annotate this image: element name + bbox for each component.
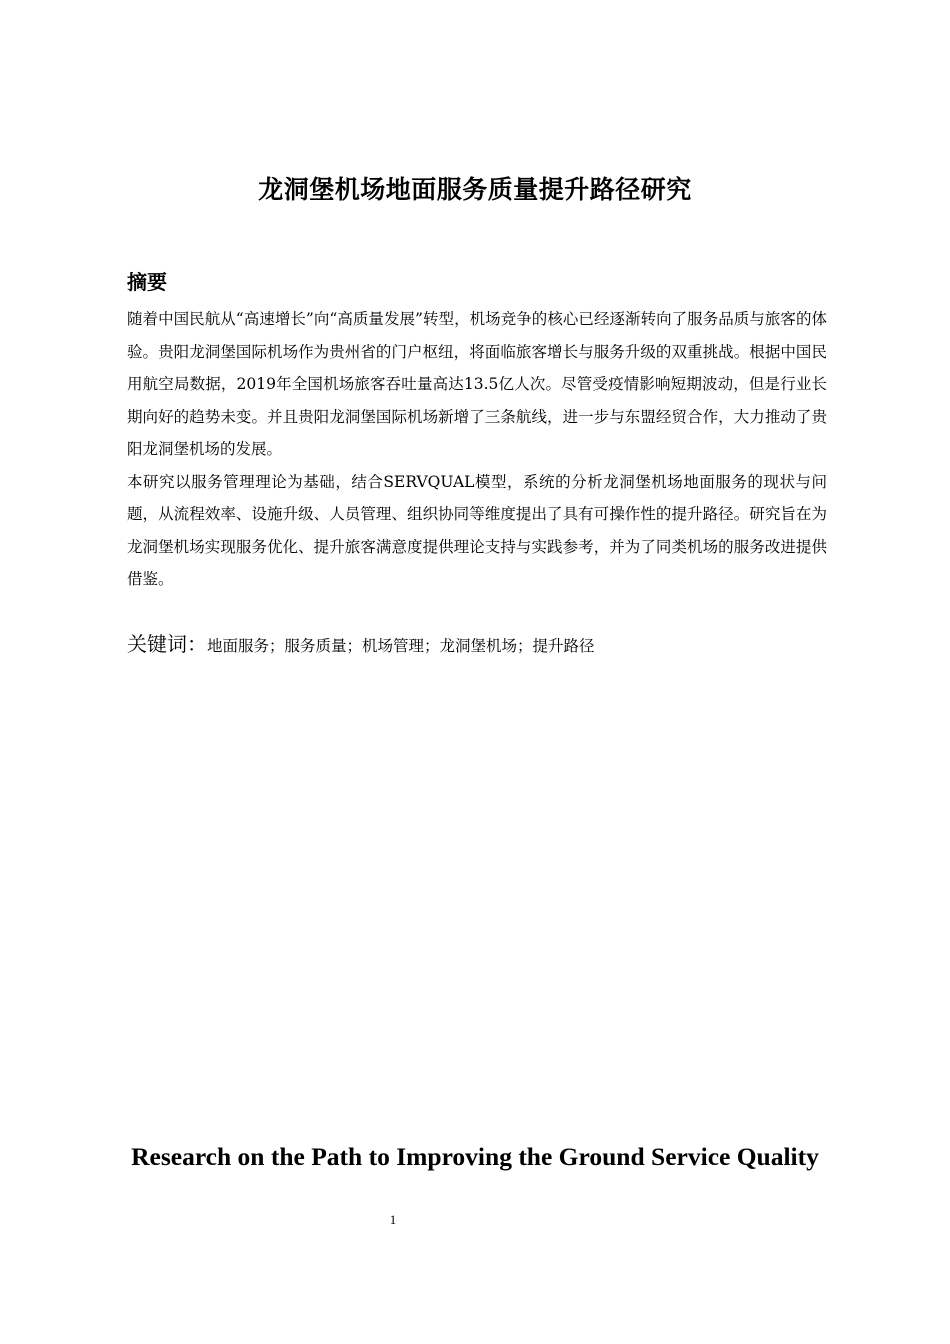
- abstract-body: [127, 303, 827, 596]
- abstract-paragraph: 本研究以服务管理理论为基础，结合SERVQUAL模型，系统的分析龙洞堡机场地面服务的现状与问题，从流程效率、设施升级、人员管理、组织协同等维度提出了具有可操作性的提升路径。研究旨在为龙洞堡机场实现服务优化、提升旅客满意度提供理论支持与实践参考，并为了同类机场的服务改进提供借鉴。: [127, 472, 827, 588]
- abstract-paragraph: 随着中国民航从“高速增长”向“高质量发展”转型，机场竞争的核心已经逐渐转向了服务品质与旅客的体验。贵阳龙洞堡国际机场作为贵州省的门户枢纽，将面临旅客增长与服务升级的双重挑战。根据中国民用航空局数据，2019年全国机场旅客吞吐量高达13.5亿人次。尽管受疫情影响短期波动，但是行业长期向好的趋势未变。并且贵阳龙洞堡国际机场新增了三条航线，进一步与东盟经贸合作，大力推动了贵阳龙洞堡机场的发展。: [127, 310, 827, 458]
- keywords-label: 关键词：: [127, 632, 207, 656]
- keywords-line: [127, 627, 827, 663]
- abstract-heading: 摘要: [127, 270, 167, 294]
- document-title: 龙洞堡机场地面服务质量提升路径研究: [258, 175, 692, 204]
- keywords-list: 地面服务；服务质量；机场管理；龙洞堡机场；提升路径: [207, 637, 595, 655]
- page-number: 1: [389, 1212, 397, 1227]
- english-title: Research on the Path to Improving the Ground Service Quality: [131, 1142, 819, 1171]
